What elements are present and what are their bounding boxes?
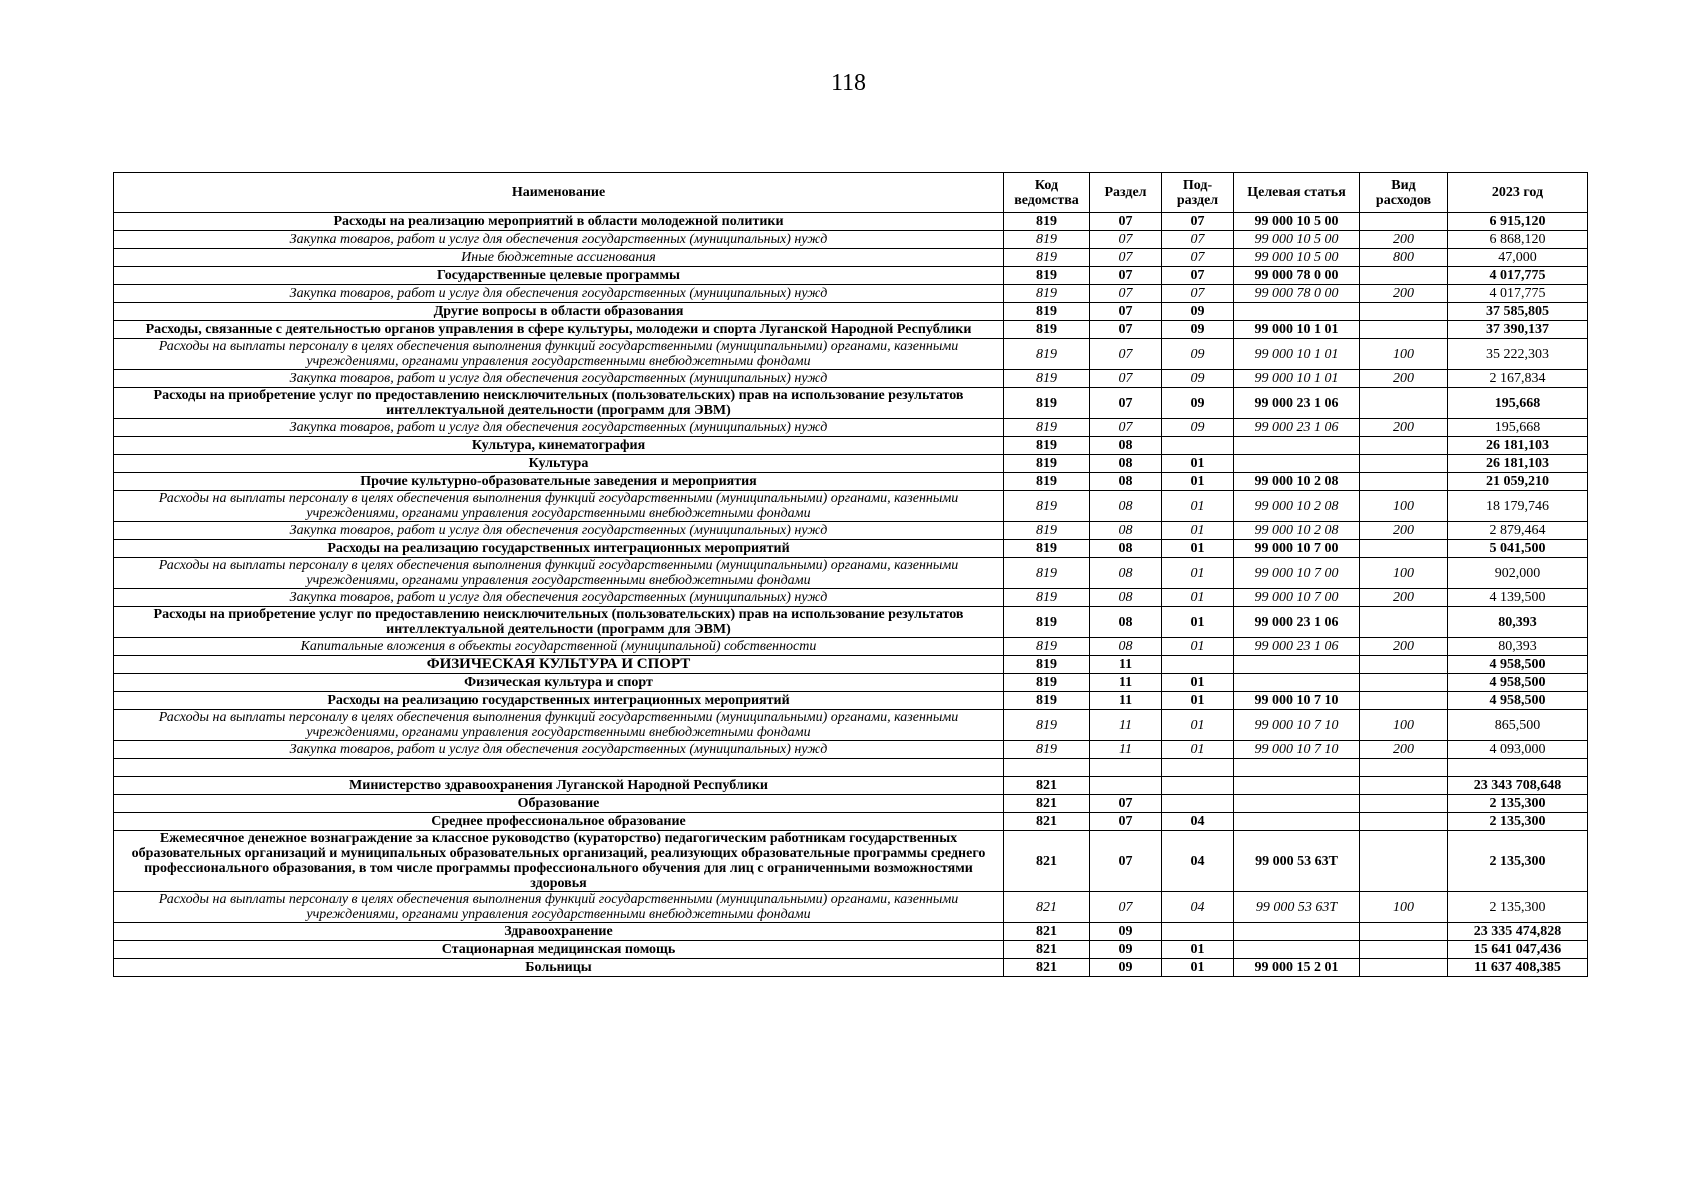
- cell-name: Прочие культурно-образовательные заведения и мероприятия: [114, 473, 1004, 491]
- cell-subsection: 01: [1162, 491, 1234, 522]
- cell-dept-code: 819: [1004, 741, 1090, 759]
- cell-expense-type: 200: [1360, 522, 1448, 540]
- cell-amount-2023: 2 135,300: [1448, 831, 1588, 892]
- cell-section: 07: [1090, 892, 1162, 923]
- cell-expense-type: [1360, 388, 1448, 419]
- table-row: [114, 813, 1588, 831]
- cell-amount-2023: 5 041,500: [1448, 540, 1588, 558]
- table-row: [114, 303, 1588, 321]
- cell-subsection: 01: [1162, 959, 1234, 977]
- cell-subsection: 07: [1162, 285, 1234, 303]
- cell-target-article: [1234, 777, 1360, 795]
- cell-target-article: 99 000 10 5 00: [1234, 249, 1360, 267]
- cell-subsection: 09: [1162, 370, 1234, 388]
- cell-target-article: 99 000 10 2 08: [1234, 473, 1360, 491]
- cell-dept-code: 819: [1004, 370, 1090, 388]
- cell-section: [1090, 759, 1162, 777]
- cell-dept-code: 819: [1004, 674, 1090, 692]
- cell-section: 08: [1090, 522, 1162, 540]
- cell-expense-type: 200: [1360, 231, 1448, 249]
- table-row: [114, 959, 1588, 977]
- table-row: [114, 285, 1588, 303]
- cell-dept-code: 819: [1004, 249, 1090, 267]
- cell-target-article: 99 000 10 7 10: [1234, 692, 1360, 710]
- cell-section: 09: [1090, 923, 1162, 941]
- cell-target-article: [1234, 923, 1360, 941]
- cell-section: 09: [1090, 959, 1162, 977]
- cell-dept-code: 819: [1004, 213, 1090, 231]
- cell-target-article: [1234, 674, 1360, 692]
- cell-section: 07: [1090, 795, 1162, 813]
- header-subsection: Под-раздел: [1162, 173, 1234, 213]
- cell-expense-type: [1360, 321, 1448, 339]
- cell-amount-2023: 2 135,300: [1448, 813, 1588, 831]
- cell-amount-2023: 2 167,834: [1448, 370, 1588, 388]
- cell-target-article: [1234, 656, 1360, 674]
- cell-name: Расходы на приобретение услуг по предоставлению неисключительных (пользовательских) прав на использование результатов интеллектуальной деятельности (программ для ЭВМ): [114, 388, 1004, 419]
- cell-expense-type: 200: [1360, 741, 1448, 759]
- cell-subsection: 07: [1162, 249, 1234, 267]
- cell-dept-code: 819: [1004, 491, 1090, 522]
- budget-table: [113, 172, 1588, 977]
- cell-target-article: 99 000 23 1 06: [1234, 419, 1360, 437]
- cell-name: Расходы на выплаты персоналу в целях обеспечения выполнения функций государственными (муниципальными) органами, казенными учреждениями, органами управления государственными внебюджетными фондами: [114, 892, 1004, 923]
- table-row: [114, 759, 1588, 777]
- cell-name: Иные бюджетные ассигнования: [114, 249, 1004, 267]
- cell-amount-2023: 35 222,303: [1448, 339, 1588, 370]
- cell-subsection: 09: [1162, 388, 1234, 419]
- cell-target-article: 99 000 78 0 00: [1234, 267, 1360, 285]
- cell-expense-type: [1360, 941, 1448, 959]
- cell-dept-code: 819: [1004, 303, 1090, 321]
- table-row: [114, 941, 1588, 959]
- cell-section: 07: [1090, 285, 1162, 303]
- cell-subsection: 01: [1162, 589, 1234, 607]
- cell-subsection: 01: [1162, 607, 1234, 638]
- cell-name: Расходы на выплаты персоналу в целях обеспечения выполнения функций государственными (муниципальными) органами, казенными учреждениями, органами управления государственными внебюджетными фондами: [114, 710, 1004, 741]
- cell-section: 08: [1090, 473, 1162, 491]
- cell-expense-type: 200: [1360, 285, 1448, 303]
- cell-target-article: 99 000 10 7 00: [1234, 589, 1360, 607]
- cell-target-article: 99 000 10 1 01: [1234, 339, 1360, 370]
- cell-section: 11: [1090, 692, 1162, 710]
- table-row: [114, 831, 1588, 892]
- table-row: [114, 892, 1588, 923]
- cell-amount-2023: 26 181,103: [1448, 455, 1588, 473]
- cell-amount-2023: 18 179,746: [1448, 491, 1588, 522]
- header-year-2023: 2023 год: [1448, 173, 1588, 213]
- cell-dept-code: 821: [1004, 795, 1090, 813]
- cell-expense-type: [1360, 777, 1448, 795]
- cell-section: 07: [1090, 388, 1162, 419]
- cell-name: [114, 759, 1004, 777]
- cell-section: [1090, 777, 1162, 795]
- cell-subsection: 01: [1162, 540, 1234, 558]
- cell-dept-code: 819: [1004, 455, 1090, 473]
- cell-amount-2023: 47,000: [1448, 249, 1588, 267]
- cell-expense-type: [1360, 455, 1448, 473]
- cell-dept-code: 819: [1004, 558, 1090, 589]
- cell-subsection: 09: [1162, 339, 1234, 370]
- cell-dept-code: 819: [1004, 419, 1090, 437]
- cell-expense-type: [1360, 213, 1448, 231]
- cell-amount-2023: 80,393: [1448, 638, 1588, 656]
- cell-section: 11: [1090, 656, 1162, 674]
- cell-dept-code: 821: [1004, 923, 1090, 941]
- cell-expense-type: [1360, 473, 1448, 491]
- cell-name: Расходы на выплаты персоналу в целях обеспечения выполнения функций государственными (муниципальными) органами, казенными учреждениями, органами управления государственными внебюджетными фондами: [114, 558, 1004, 589]
- cell-section: 07: [1090, 231, 1162, 249]
- cell-amount-2023: 4 139,500: [1448, 589, 1588, 607]
- cell-target-article: 99 000 23 1 06: [1234, 388, 1360, 419]
- cell-amount-2023: 37 390,137: [1448, 321, 1588, 339]
- cell-subsection: 01: [1162, 941, 1234, 959]
- cell-name: Закупка товаров, работ и услуг для обеспечения государственных (муниципальных) нужд: [114, 419, 1004, 437]
- cell-expense-type: 100: [1360, 710, 1448, 741]
- cell-subsection: 07: [1162, 267, 1234, 285]
- cell-name: Министерство здравоохранения Луганской Народной Республики: [114, 777, 1004, 795]
- cell-section: 08: [1090, 491, 1162, 522]
- cell-dept-code: 819: [1004, 638, 1090, 656]
- cell-name: ФИЗИЧЕСКАЯ КУЛЬТУРА И СПОРТ: [114, 656, 1004, 674]
- table-row: [114, 437, 1588, 455]
- cell-subsection: 09: [1162, 419, 1234, 437]
- cell-subsection: 01: [1162, 741, 1234, 759]
- cell-target-article: [1234, 455, 1360, 473]
- cell-name: Расходы на реализацию государственных интеграционных мероприятий: [114, 540, 1004, 558]
- cell-expense-type: 100: [1360, 491, 1448, 522]
- cell-section: 08: [1090, 455, 1162, 473]
- cell-amount-2023: 4 958,500: [1448, 674, 1588, 692]
- cell-expense-type: 200: [1360, 638, 1448, 656]
- cell-subsection: [1162, 777, 1234, 795]
- cell-subsection: 01: [1162, 558, 1234, 589]
- cell-name: Ежемесячное денежное вознаграждение за классное руководство (кураторство) педагогическим работникам государственных образовательных организаций и муниципальных образовательных организаций, реализующих образовательные программы среднего профессионального образования, в том числе программы профессионального обучения для лиц с ограниченными возможностями здоровья: [114, 831, 1004, 892]
- cell-amount-2023: 2 879,464: [1448, 522, 1588, 540]
- cell-name: Закупка товаров, работ и услуг для обеспечения государственных (муниципальных) нужд: [114, 589, 1004, 607]
- cell-subsection: 09: [1162, 321, 1234, 339]
- cell-dept-code: 819: [1004, 589, 1090, 607]
- cell-subsection: 04: [1162, 892, 1234, 923]
- cell-amount-2023: 4 958,500: [1448, 656, 1588, 674]
- table-row: [114, 339, 1588, 370]
- cell-target-article: 99 000 10 1 01: [1234, 321, 1360, 339]
- cell-section: 08: [1090, 607, 1162, 638]
- cell-target-article: 99 000 10 7 00: [1234, 540, 1360, 558]
- cell-expense-type: [1360, 759, 1448, 777]
- cell-expense-type: [1360, 692, 1448, 710]
- table-row: [114, 213, 1588, 231]
- table-row: [114, 710, 1588, 741]
- cell-dept-code: 821: [1004, 941, 1090, 959]
- cell-expense-type: [1360, 607, 1448, 638]
- table-header-row: [114, 173, 1588, 213]
- cell-name: Расходы на приобретение услуг по предоставлению неисключительных (пользовательских) прав на использование результатов интеллектуальной деятельности (программ для ЭВМ): [114, 607, 1004, 638]
- cell-name: Образование: [114, 795, 1004, 813]
- cell-subsection: 07: [1162, 213, 1234, 231]
- cell-section: 11: [1090, 710, 1162, 741]
- cell-amount-2023: 11 637 408,385: [1448, 959, 1588, 977]
- cell-dept-code: 821: [1004, 831, 1090, 892]
- cell-amount-2023: 2 135,300: [1448, 795, 1588, 813]
- cell-target-article: 99 000 10 7 10: [1234, 741, 1360, 759]
- cell-name: Расходы на выплаты персоналу в целях обеспечения выполнения функций государственными (муниципальными) органами, казенными учреждениями, органами управления государственными внебюджетными фондами: [114, 339, 1004, 370]
- cell-expense-type: [1360, 656, 1448, 674]
- cell-target-article: [1234, 941, 1360, 959]
- cell-expense-type: [1360, 437, 1448, 455]
- cell-subsection: [1162, 759, 1234, 777]
- cell-amount-2023: 195,668: [1448, 388, 1588, 419]
- table-row: [114, 777, 1588, 795]
- page-number: 118: [830, 70, 867, 96]
- table-row: [114, 321, 1588, 339]
- cell-name: Культура: [114, 455, 1004, 473]
- cell-expense-type: [1360, 813, 1448, 831]
- cell-subsection: 01: [1162, 674, 1234, 692]
- cell-name: Закупка товаров, работ и услуг для обеспечения государственных (муниципальных) нужд: [114, 741, 1004, 759]
- cell-target-article: 99 000 10 7 10: [1234, 710, 1360, 741]
- cell-name: Закупка товаров, работ и услуг для обеспечения государственных (муниципальных) нужд: [114, 522, 1004, 540]
- cell-section: 07: [1090, 831, 1162, 892]
- header-expense-type: Вид расходов: [1360, 173, 1448, 213]
- cell-expense-type: 100: [1360, 892, 1448, 923]
- cell-amount-2023: 902,000: [1448, 558, 1588, 589]
- cell-section: 08: [1090, 558, 1162, 589]
- table-row: [114, 267, 1588, 285]
- cell-amount-2023: 21 059,210: [1448, 473, 1588, 491]
- cell-dept-code: 819: [1004, 437, 1090, 455]
- cell-subsection: 01: [1162, 522, 1234, 540]
- cell-name: Больницы: [114, 959, 1004, 977]
- header-target-article: Целевая статья: [1234, 173, 1360, 213]
- cell-subsection: 01: [1162, 692, 1234, 710]
- table-row: [114, 249, 1588, 267]
- table-row: [114, 388, 1588, 419]
- cell-name: Закупка товаров, работ и услуг для обеспечения государственных (муниципальных) нужд: [114, 370, 1004, 388]
- cell-name: Стационарная медицинская помощь: [114, 941, 1004, 959]
- table-row: [114, 674, 1588, 692]
- cell-expense-type: 200: [1360, 370, 1448, 388]
- cell-name: Расходы на реализацию государственных интеграционных мероприятий: [114, 692, 1004, 710]
- header-dept-code: Код ведомства: [1004, 173, 1090, 213]
- cell-amount-2023: 6 915,120: [1448, 213, 1588, 231]
- cell-dept-code: 819: [1004, 339, 1090, 370]
- cell-target-article: 99 000 10 1 01: [1234, 370, 1360, 388]
- cell-dept-code: 819: [1004, 231, 1090, 249]
- cell-section: 08: [1090, 540, 1162, 558]
- cell-target-article: 99 000 10 2 08: [1234, 522, 1360, 540]
- header-name: Наименование: [114, 173, 1004, 213]
- cell-section: 07: [1090, 419, 1162, 437]
- table-row: [114, 656, 1588, 674]
- cell-dept-code: 819: [1004, 607, 1090, 638]
- table-row: [114, 589, 1588, 607]
- cell-target-article: 99 000 23 1 06: [1234, 607, 1360, 638]
- table-row: [114, 491, 1588, 522]
- cell-dept-code: 819: [1004, 540, 1090, 558]
- table-row: [114, 638, 1588, 656]
- cell-name: Здравоохранение: [114, 923, 1004, 941]
- cell-subsection: 01: [1162, 473, 1234, 491]
- cell-expense-type: [1360, 831, 1448, 892]
- cell-target-article: [1234, 813, 1360, 831]
- cell-section: 08: [1090, 638, 1162, 656]
- cell-expense-type: [1360, 674, 1448, 692]
- cell-dept-code: 819: [1004, 692, 1090, 710]
- cell-subsection: [1162, 437, 1234, 455]
- table-row: [114, 558, 1588, 589]
- cell-subsection: 04: [1162, 813, 1234, 831]
- cell-amount-2023: 2 135,300: [1448, 892, 1588, 923]
- cell-section: 07: [1090, 303, 1162, 321]
- cell-section: 07: [1090, 267, 1162, 285]
- cell-target-article: [1234, 759, 1360, 777]
- cell-amount-2023: 80,393: [1448, 607, 1588, 638]
- cell-amount-2023: [1448, 759, 1588, 777]
- table-row: [114, 692, 1588, 710]
- cell-target-article: 99 000 15 2 01: [1234, 959, 1360, 977]
- cell-expense-type: [1360, 303, 1448, 321]
- cell-amount-2023: 37 585,805: [1448, 303, 1588, 321]
- cell-name: Капитальные вложения в объекты государственной (муниципальной) собственности: [114, 638, 1004, 656]
- table-row: [114, 540, 1588, 558]
- cell-dept-code: 819: [1004, 522, 1090, 540]
- cell-amount-2023: 6 868,120: [1448, 231, 1588, 249]
- cell-dept-code: 819: [1004, 388, 1090, 419]
- cell-subsection: 09: [1162, 303, 1234, 321]
- cell-amount-2023: 4 017,775: [1448, 267, 1588, 285]
- cell-dept-code: 819: [1004, 473, 1090, 491]
- cell-name: Закупка товаров, работ и услуг для обеспечения государственных (муниципальных) нужд: [114, 231, 1004, 249]
- cell-target-article: [1234, 795, 1360, 813]
- cell-section: 07: [1090, 321, 1162, 339]
- table-row: [114, 231, 1588, 249]
- cell-name: Расходы, связанные с деятельностью органов управления в сфере культуры, молодежи и спорта Луганской Народной Республики: [114, 321, 1004, 339]
- cell-expense-type: 100: [1360, 558, 1448, 589]
- cell-dept-code: 819: [1004, 267, 1090, 285]
- cell-name: Расходы на выплаты персоналу в целях обеспечения выполнения функций государственными (муниципальными) органами, казенными учреждениями, органами управления государственными внебюджетными фондами: [114, 491, 1004, 522]
- cell-subsection: [1162, 923, 1234, 941]
- cell-amount-2023: 865,500: [1448, 710, 1588, 741]
- cell-dept-code: 821: [1004, 959, 1090, 977]
- cell-section: 07: [1090, 249, 1162, 267]
- table-row: [114, 795, 1588, 813]
- cell-expense-type: 200: [1360, 589, 1448, 607]
- cell-amount-2023: 195,668: [1448, 419, 1588, 437]
- cell-dept-code: 819: [1004, 710, 1090, 741]
- cell-subsection: 01: [1162, 455, 1234, 473]
- cell-target-article: 99 000 10 2 08: [1234, 491, 1360, 522]
- cell-section: 11: [1090, 741, 1162, 759]
- table-row: [114, 419, 1588, 437]
- cell-target-article: 99 000 53 63Т: [1234, 831, 1360, 892]
- cell-expense-type: [1360, 540, 1448, 558]
- cell-dept-code: 821: [1004, 813, 1090, 831]
- table-row: [114, 473, 1588, 491]
- cell-target-article: [1234, 303, 1360, 321]
- cell-subsection: [1162, 656, 1234, 674]
- cell-expense-type: [1360, 267, 1448, 285]
- cell-amount-2023: 15 641 047,436: [1448, 941, 1588, 959]
- cell-amount-2023: 4 958,500: [1448, 692, 1588, 710]
- cell-dept-code: 821: [1004, 892, 1090, 923]
- table-row: [114, 607, 1588, 638]
- cell-subsection: 07: [1162, 231, 1234, 249]
- cell-subsection: 01: [1162, 638, 1234, 656]
- cell-target-article: 99 000 53 63Т: [1234, 892, 1360, 923]
- header-section: Раздел: [1090, 173, 1162, 213]
- table-body: [114, 213, 1588, 977]
- cell-name: Физическая культура и спорт: [114, 674, 1004, 692]
- cell-target-article: 99 000 10 5 00: [1234, 213, 1360, 231]
- cell-amount-2023: 23 343 708,648: [1448, 777, 1588, 795]
- cell-name: Среднее профессиональное образование: [114, 813, 1004, 831]
- cell-section: 07: [1090, 370, 1162, 388]
- cell-expense-type: [1360, 795, 1448, 813]
- cell-amount-2023: 4 017,775: [1448, 285, 1588, 303]
- cell-subsection: 04: [1162, 831, 1234, 892]
- cell-expense-type: [1360, 959, 1448, 977]
- table-row: [114, 522, 1588, 540]
- table-row: [114, 455, 1588, 473]
- cell-target-article: 99 000 10 5 00: [1234, 231, 1360, 249]
- cell-section: 08: [1090, 589, 1162, 607]
- cell-name: Культура, кинематография: [114, 437, 1004, 455]
- cell-dept-code: [1004, 759, 1090, 777]
- table-row: [114, 370, 1588, 388]
- cell-section: 09: [1090, 941, 1162, 959]
- table-row: [114, 741, 1588, 759]
- cell-target-article: 99 000 10 7 00: [1234, 558, 1360, 589]
- table-row: [114, 923, 1588, 941]
- cell-target-article: [1234, 437, 1360, 455]
- cell-section: 11: [1090, 674, 1162, 692]
- cell-name: Закупка товаров, работ и услуг для обеспечения государственных (муниципальных) нужд: [114, 285, 1004, 303]
- cell-amount-2023: 23 335 474,828: [1448, 923, 1588, 941]
- cell-dept-code: 821: [1004, 777, 1090, 795]
- cell-expense-type: 100: [1360, 339, 1448, 370]
- cell-dept-code: 819: [1004, 285, 1090, 303]
- cell-amount-2023: 26 181,103: [1448, 437, 1588, 455]
- cell-amount-2023: 4 093,000: [1448, 741, 1588, 759]
- cell-expense-type: [1360, 923, 1448, 941]
- cell-dept-code: 819: [1004, 321, 1090, 339]
- cell-name: Расходы на реализацию мероприятий в области молодежной политики: [114, 213, 1004, 231]
- cell-expense-type: 800: [1360, 249, 1448, 267]
- cell-dept-code: 819: [1004, 656, 1090, 674]
- cell-section: 07: [1090, 813, 1162, 831]
- cell-name: Государственные целевые программы: [114, 267, 1004, 285]
- cell-section: 07: [1090, 213, 1162, 231]
- cell-expense-type: 200: [1360, 419, 1448, 437]
- cell-subsection: [1162, 795, 1234, 813]
- cell-section: 08: [1090, 437, 1162, 455]
- cell-target-article: 99 000 78 0 00: [1234, 285, 1360, 303]
- cell-subsection: 01: [1162, 710, 1234, 741]
- cell-name: Другие вопросы в области образования: [114, 303, 1004, 321]
- cell-target-article: 99 000 23 1 06: [1234, 638, 1360, 656]
- cell-section: 07: [1090, 339, 1162, 370]
